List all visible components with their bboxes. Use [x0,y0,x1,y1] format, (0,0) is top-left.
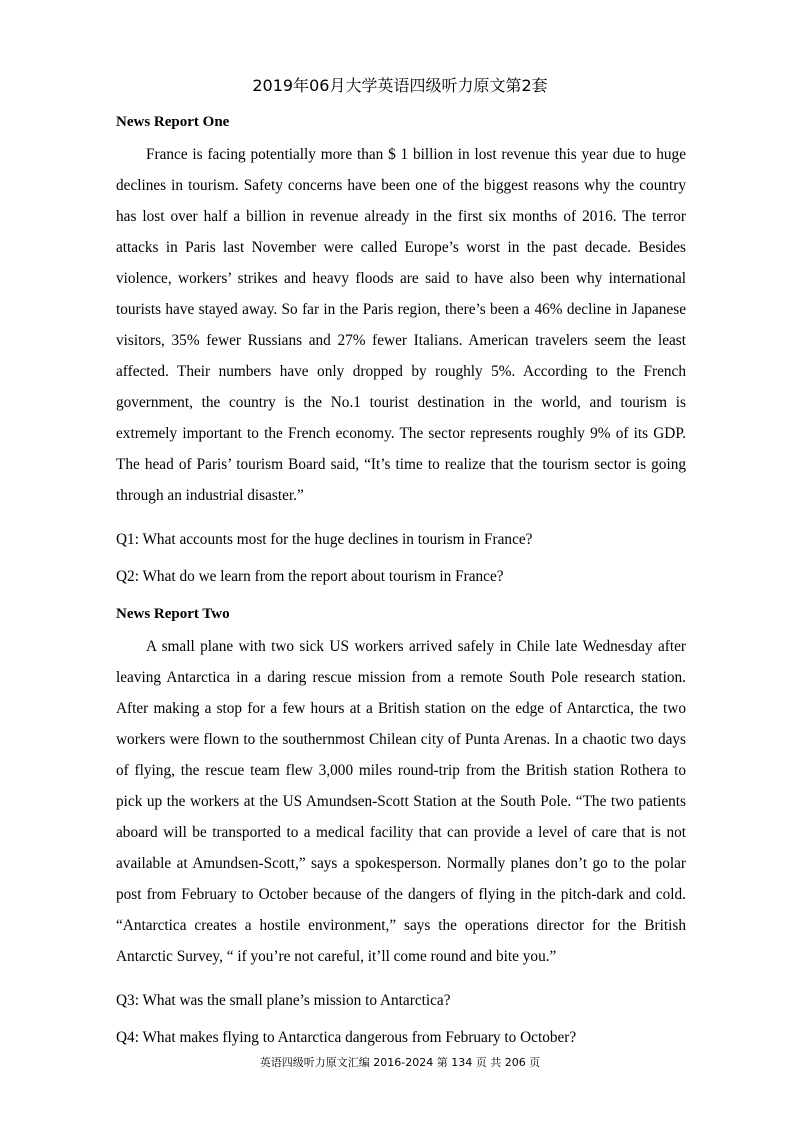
page-title: 2019年06月大学英语四级听力原文第2套 [252,76,548,95]
section-heading: News Report One [116,114,230,130]
document-body [116,111,686,1064]
report-paragraph: A small plane with two sick US workers arrived safely in Chile late Wednesday after leaving Antarctica in a daring rescue mission from a remote South Pole research station. After making a stop for a few hours at a British station on the edge of Antarctica, the two workers were flown to the southernmost Chilean city of Punta Arenas. In a chaotic two days of flying, the rescue team flew 3,000 miles round-trip from the British station Rothera to pick up the workers at the US Amundsen-Scott Station at the South Pole. “The two patients aboard will be transported to a medical facility that can provide a level of care that is not available at Amundsen-Scott,” says a spokesperson. Normally planes don’t go to the polar post from February to October because of the dangers of flying in the pitch-dark and cold. “Antarctica creates a hostile environment,” says the operations director for the British Antarctic Survey, “ if you’re not careful, it’ll come round and bite you.” [116,638,686,965]
question-item: Q2: What do we learn from the report about tourism in France? [116,568,504,585]
question-item: Q3: What was the small plane’s mission to Antarctica? [116,992,451,1009]
news-report-section [116,603,686,1049]
question-item: Q1: What accounts most for the huge declines in tourism in France? [116,531,533,548]
page-footer: 英语四级听力原文汇编 2016-2024 第 134 页 共 206 页 [259,1056,541,1069]
section-heading: News Report Two [116,606,230,622]
news-report-section [116,111,686,588]
question-list [116,990,686,1049]
question-item: Q4: What makes flying to Antarctica dangerous from February to October? [116,1029,577,1046]
question-list [116,529,686,588]
report-paragraph: France is facing potentially more than $ 1 billion in lost revenue this year due to huge declines in tourism. Safety concerns have been one of the biggest reasons why the country has lost over half a billion in revenue already in the first six months of 2016. The terror attacks in Paris last November were called Europe’s worst in the past decade. Besides violence, workers’ strikes and heavy floods are said to have also been why international tourists have stayed away. So far in the Paris region, there’s been a 46% decline in Japanese visitors, 35% fewer Russians and 27% fewer Italians. American travelers seem the least affected. Their numbers have only dropped by roughly 5%. According to the French government, the country is the No.1 tourist destination in the world, and tourism is extremely important to the French economy. The sector represents roughly 9% of its GDP. The head of Paris’ tourism Board said, “It’s time to realize that the tourism sector is going through an industrial disaster.” [116,146,686,504]
